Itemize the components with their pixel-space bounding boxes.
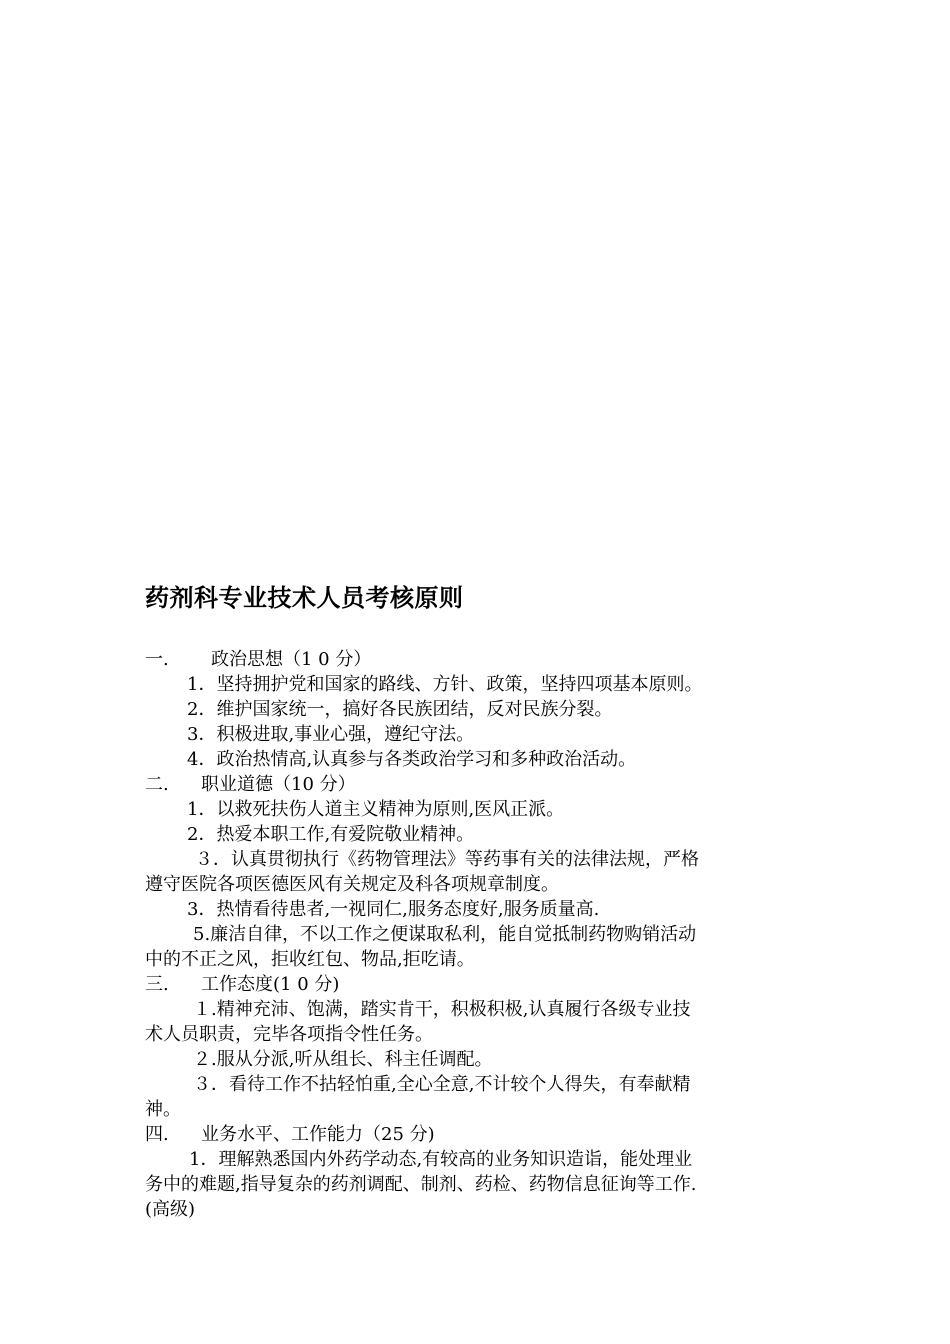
list-item: 2．维护国家统一，搞好各民族团结，反对民族分裂。: [187, 699, 613, 720]
list-item: 3．热情看待患者,一视同仁,服务态度好,服务质量高.: [187, 899, 600, 920]
list-item: 5.廉洁自律，不以工作之便谋取私利，能自觉抵制药物购销活动: [193, 924, 697, 945]
list-item-continuation: 神。: [145, 1099, 181, 1120]
section-title: 政治思想（1 0 分）: [211, 649, 372, 670]
section-number: 二.: [145, 774, 169, 795]
section-title: 业务水平、工作能力（25 分): [201, 1124, 435, 1145]
list-item: ３．看待工作不拈轻怕重,全心全意,不计较个人得失，有奉献精: [193, 1074, 691, 1095]
section-heading-ethics: [145, 772, 835, 797]
list-item: 1．坚持拥护党和国家的路线、方针、政策，坚持四项基本原则。: [187, 674, 703, 695]
section-heading-ability: [145, 1122, 835, 1147]
list-item-continuation: 中的不正之风，拒收红包、物品,拒吃请。: [145, 949, 475, 970]
section-number: 四.: [145, 1124, 169, 1145]
list-item: １.精神充沛、饱满，踏实肯干，积极积极,认真履行各级专业技: [193, 999, 691, 1020]
list-item: ２.服从分派,听从组长、科主任调配。: [193, 1049, 493, 1070]
list-item-continuation: (高级): [145, 1199, 196, 1220]
list-item: 1．以救死扶伤人道主义精神为原则,医风正派。: [187, 799, 565, 820]
list-item-continuation: 术人员职责，完毕各项指令性任务。: [145, 1024, 433, 1045]
section-heading-attitude: [145, 972, 835, 997]
list-item: 2．热爱本职工作,有爱院敬业精神。: [187, 824, 475, 845]
section-title: 职业道德（10 分）: [201, 774, 356, 795]
section-heading-politics: [145, 647, 835, 672]
section-title: 工作态度(1 0 分): [201, 974, 340, 995]
list-item: ３．认真贯彻执行《药物管理法》等药事有关的法律法规，严格: [195, 849, 699, 870]
list-item: 4．政治热情高,认真参与各类政治学习和多种政治活动。: [187, 749, 637, 770]
list-item-continuation: 遵守医院各项医德医风有关规定及科各项规章制度。: [145, 874, 559, 895]
document-body: [145, 647, 835, 1222]
list-item-continuation: 务中的难题,指导复杂的药剂调配、制剂、药检、药物信息征询等工作.: [145, 1174, 697, 1195]
document-title: 药剂科专业技术人员考核原则: [145, 584, 464, 612]
list-item: 3．积极进取,事业心强，遵纪守法。: [187, 724, 475, 745]
section-number: 一.: [145, 649, 169, 670]
list-item: 1．理解熟悉国内外药学动态,有较高的业务知识造诣，能处理业: [189, 1149, 693, 1170]
section-number: 三.: [145, 974, 169, 995]
